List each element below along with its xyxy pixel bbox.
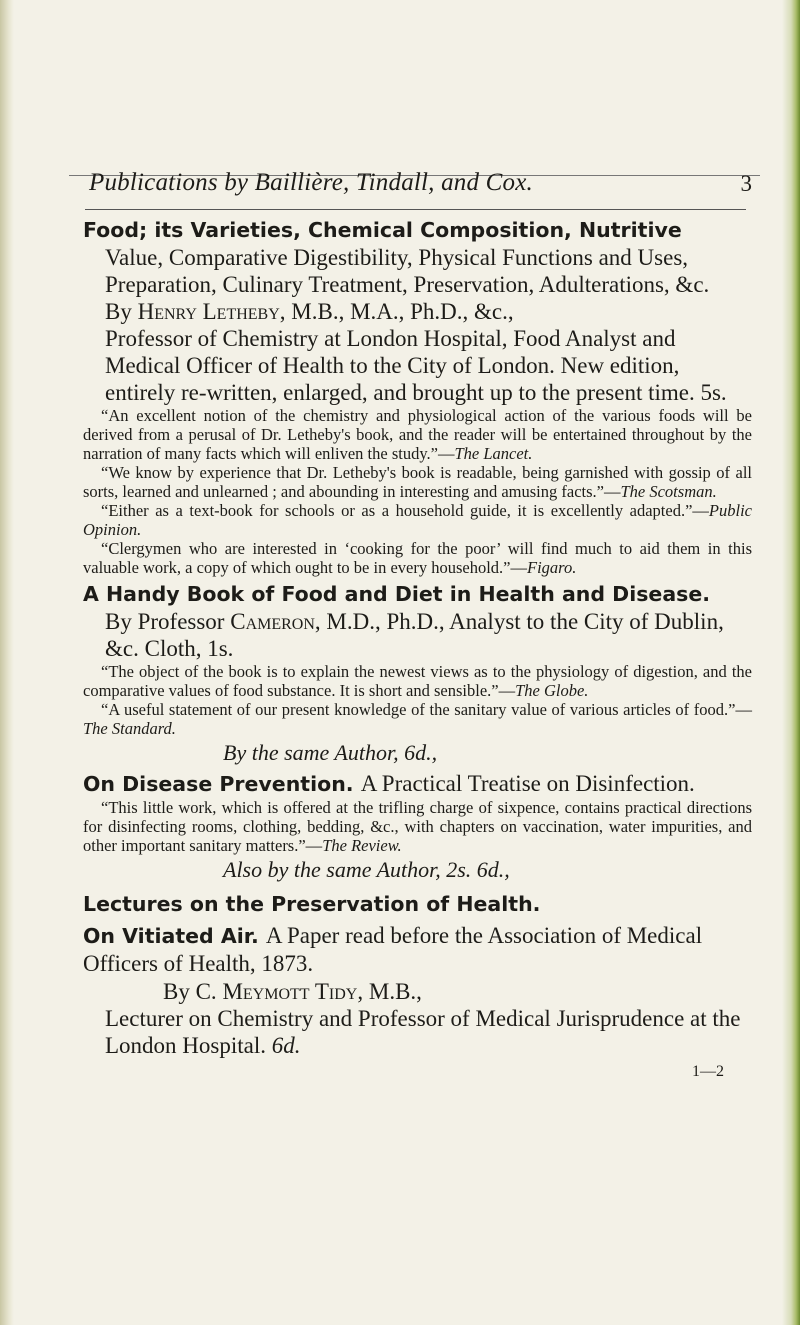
review-quote: [83, 501, 752, 539]
author-by: By: [105, 299, 132, 324]
review-text: “This little work, which is offered at the trifling charge of sixpence, contains practical directions for disinfecting rooms, clothing, bedding, &c., with chapters on vaccination, water impurities, and other important sanitary matters.”—: [83, 798, 752, 855]
review-quote: [83, 406, 752, 463]
author-description: [83, 1005, 752, 1059]
entry-title: Lectures on the Preservation of Health.: [83, 892, 541, 916]
author-by: By Professor: [105, 609, 225, 634]
page-left-edge: [0, 0, 14, 1325]
review-quote: [83, 662, 752, 700]
review-source: Figaro.: [527, 558, 577, 577]
review-source: The Review.: [322, 836, 402, 855]
page-number: 3: [740, 171, 752, 196]
entry-author: [83, 608, 752, 662]
review-block: [83, 798, 752, 855]
entry-author: [83, 298, 752, 325]
signature-mark: 1—2: [692, 1063, 724, 1080]
entry-subtitle: Value, Comparative Digestibility, Physical Functions and Uses, Preparation, Culinary Treatment, Preservation, Adulterations, &c.: [105, 245, 710, 297]
review-source: The Scotsman.: [620, 482, 717, 501]
review-source: The Globe.: [515, 681, 589, 700]
entry-title: A Handy Book of Food and Diet in Health and Disease.: [83, 582, 711, 606]
author-name: Cameron: [230, 609, 315, 634]
review-text: “A useful statement of our present knowledge of the sanitary value of various articles of food.”—: [101, 700, 752, 719]
entry-author: [83, 978, 752, 1005]
entry-title-rest: A Paper read before the Association of Medical Officers of Health, 1873.: [83, 923, 703, 976]
review-block: [83, 662, 752, 738]
author-name: Henry Letheby: [137, 299, 280, 324]
header-bottom-rule: [85, 209, 746, 210]
review-source: Public Opinion.: [83, 501, 752, 539]
entry-title: [83, 922, 752, 978]
running-head: Publications by Baillière, Tindall, and Cox.: [89, 169, 533, 196]
entry-title-bold: Food; its Varieties, Chemical Composition, Nutritive: [83, 218, 682, 242]
entry-title-bold: On Vitiated Air.: [83, 924, 259, 948]
author-degrees: , M.D., Ph.D., Analyst to the City of Dublin, &c. Cloth, 1s.: [105, 609, 724, 661]
review-block: [83, 406, 752, 577]
author-degrees: , M.B., M.A., Ph.D., &c.,: [279, 299, 514, 324]
same-author-byline: By the same Author, 6d.,: [223, 740, 438, 765]
review-text: “Either as a text-book for schools or as a household guide, it is excellently adapted.”—: [101, 501, 709, 520]
review-quote: [83, 463, 752, 501]
review-quote: [83, 700, 752, 738]
review-text: “We know by experience that Dr. Letheby's book is readable, being garnished with gossip of all sorts, learned and unlearned ; and abounding in interesting and amusing facts.”—: [83, 463, 752, 501]
page-body: [55, 217, 760, 1081]
page-right-edge: [782, 0, 800, 1325]
price: 6d.: [271, 1033, 301, 1058]
entry-disease-prevention: [83, 770, 752, 883]
entry-title-rest: A Practical Treatise on Disinfection.: [360, 771, 695, 796]
author-degrees: , M.B.,: [357, 979, 422, 1004]
author-description: Professor of Chemistry at London Hospital, Food Analyst and Medical Officer of Health to the City of London. New edition, entirely re-written, enlarged, and brought up to the present time. 5s.: [105, 326, 727, 405]
review-text: “Clergymen who are interested in ‘cooking for the poor’ will find much to aid them in this valuable work, a copy of which ought to be in every household.”—: [83, 539, 752, 577]
review-quote: [83, 539, 752, 577]
entry-vitiated-air: [83, 922, 752, 1059]
review-source: The Standard.: [83, 719, 176, 738]
review-text: “An excellent notion of the chemistry and physiological action of the various foods will be derived from a perusal of Dr. Letheby's book, and the reader will be entertained throughout by the narration of many facts which will enliven the study.”—: [83, 406, 752, 463]
entry-handy-book: [83, 581, 752, 766]
author-by: By C.: [163, 979, 217, 1004]
page-column: [55, 165, 760, 1081]
review-text: “The object of the book is to explain the newest views as to the physiology of digestion, and the comparative values of food substance. It is short and sensible.”—: [83, 662, 752, 700]
same-author-byline: Also by the same Author, 2s. 6d.,: [223, 857, 510, 882]
entry-food: [83, 217, 752, 577]
entry-title-bold: On Disease Prevention.: [83, 772, 354, 796]
author-description-text: Lecturer on Chemistry and Professor of Medical Jurisprudence at the London Hospital.: [105, 1006, 741, 1058]
entry-title: [83, 217, 752, 244]
author-name: Meymott Tidy: [222, 979, 358, 1004]
page-header: [55, 165, 760, 209]
entry-title: [83, 770, 752, 798]
review-source: The Lancet.: [454, 444, 533, 463]
entry-lectures: [83, 891, 752, 918]
review-quote: [83, 798, 752, 855]
